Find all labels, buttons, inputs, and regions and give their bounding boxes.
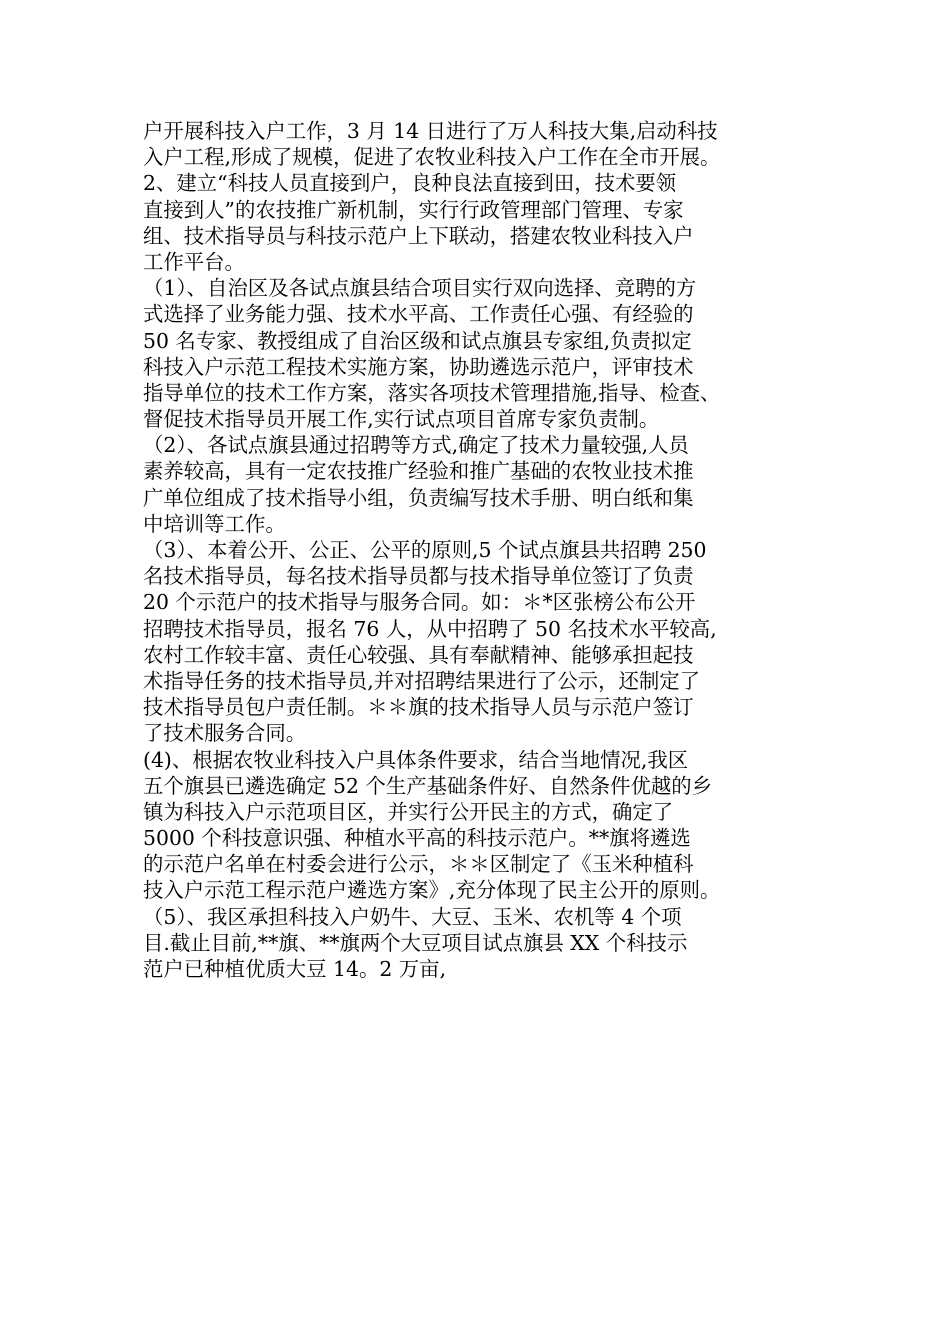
- body-text-line: 5000 个科技意识强、种植水平高的科技示范户。**旗将遴选: [143, 826, 691, 851]
- document-body: [143, 118, 833, 982]
- body-text-line: （5）、我区承担科技入户奶牛、大豆、玉米、农机等 4 个项: [143, 904, 682, 929]
- body-text-line: 工作平台。: [143, 249, 245, 274]
- body-text-line: 目.截止目前,**旗、**旗两个大豆项目试点旗县 XX 个科技示: [143, 930, 688, 955]
- body-text-line: 素养较高，具有一定农技推广经验和推广基础的农牧业技术推: [143, 459, 694, 484]
- body-text-line: 五个旗县已遴选确定 52 个生产基础条件好、自然条件优越的乡: [143, 773, 713, 798]
- body-text-line: 了技术服务合同。: [143, 721, 307, 746]
- body-text-line: 范户已种植优质大豆 14。2 万亩,: [143, 957, 447, 981]
- body-text-line: 50 名专家、教授组成了自治区级和试点旗县专家组,负责拟定: [143, 328, 692, 353]
- body-text-line: 入户工程,形成了规模，促进了农牧业科技入户工作在全市开展。: [143, 145, 721, 170]
- body-text-line: (4)、根据农牧业科技入户具体条件要求，结合当地情况,我区: [143, 747, 689, 772]
- body-text-line: 镇为科技入户示范项目区，并实行公开民主的方式，确定了: [143, 799, 674, 824]
- body-text-line: 农村工作较丰富、责任心较强、具有奉献精神、能够承担起技: [143, 642, 694, 667]
- body-text-line: 科技入户示范工程技术实施方案，协助遴选示范户，评审技术: [143, 354, 694, 379]
- body-text-line: （3）、本着公开、公正、公平的原则,5 个试点旗县共招聘 250: [143, 538, 707, 562]
- body-text-line: （1）、自治区及各试点旗县结合项目实行双向选择、竞聘的方: [143, 276, 697, 301]
- body-text-line: 20 个示范户的技术指导与服务合同。如：＊*区张榜公布公开: [143, 590, 696, 615]
- body-text-line: 指导单位的技术工作方案，落实各项技术管理措施,指导、检查、: [143, 380, 721, 405]
- body-text-line: 技入户示范工程示范户遴选方案》,充分体现了民主公开的原则。: [143, 878, 721, 903]
- body-text-line: 式选择了业务能力强、技术水平高、工作责任心强、有经验的: [143, 302, 694, 327]
- body-text-line: （2）、各试点旗县通过招聘等方式,确定了技术力量较强,人员: [143, 433, 689, 458]
- body-text-line: 术指导任务的技术指导员,并对招聘结果进行了公示，还制定了: [143, 668, 701, 693]
- body-text-line: 技术指导员包户责任制。＊＊旗的技术指导人员与示范户签订: [143, 695, 694, 720]
- body-text-line: 中培训等工作。: [143, 511, 286, 536]
- body-text-line: 2、建立“科技人员直接到户，良种良法直接到田，技术要领: [143, 171, 677, 196]
- body-text-line: 的示范户名单在村委会进行公示，＊＊区制定了《玉米种植科: [143, 852, 694, 877]
- body-text-line: 组、技术指导员与科技示范户上下联动，搭建农牧业科技入户: [143, 223, 694, 248]
- body-text-line: 督促技术指导员开展工作,实行试点项目首席专家负责制。: [143, 407, 660, 432]
- body-text-line: 名技术指导员，每名技术指导员都与技术指导单位签订了负责: [143, 564, 694, 589]
- body-text-line: 直接到人”的农技推广新机制，实行行政管理部门管理、专家: [143, 197, 684, 222]
- body-text-line: 户开展科技入户工作，3 月 14 日进行了万人科技大集,启动科技: [143, 119, 718, 143]
- body-text-line: 招聘技术指导员，报名 76 人，从中招聘了 50 名技术水平较高,: [143, 616, 717, 641]
- body-text-line: 广单位组成了技术指导小组，负责编写技术手册、明白纸和集: [143, 485, 694, 510]
